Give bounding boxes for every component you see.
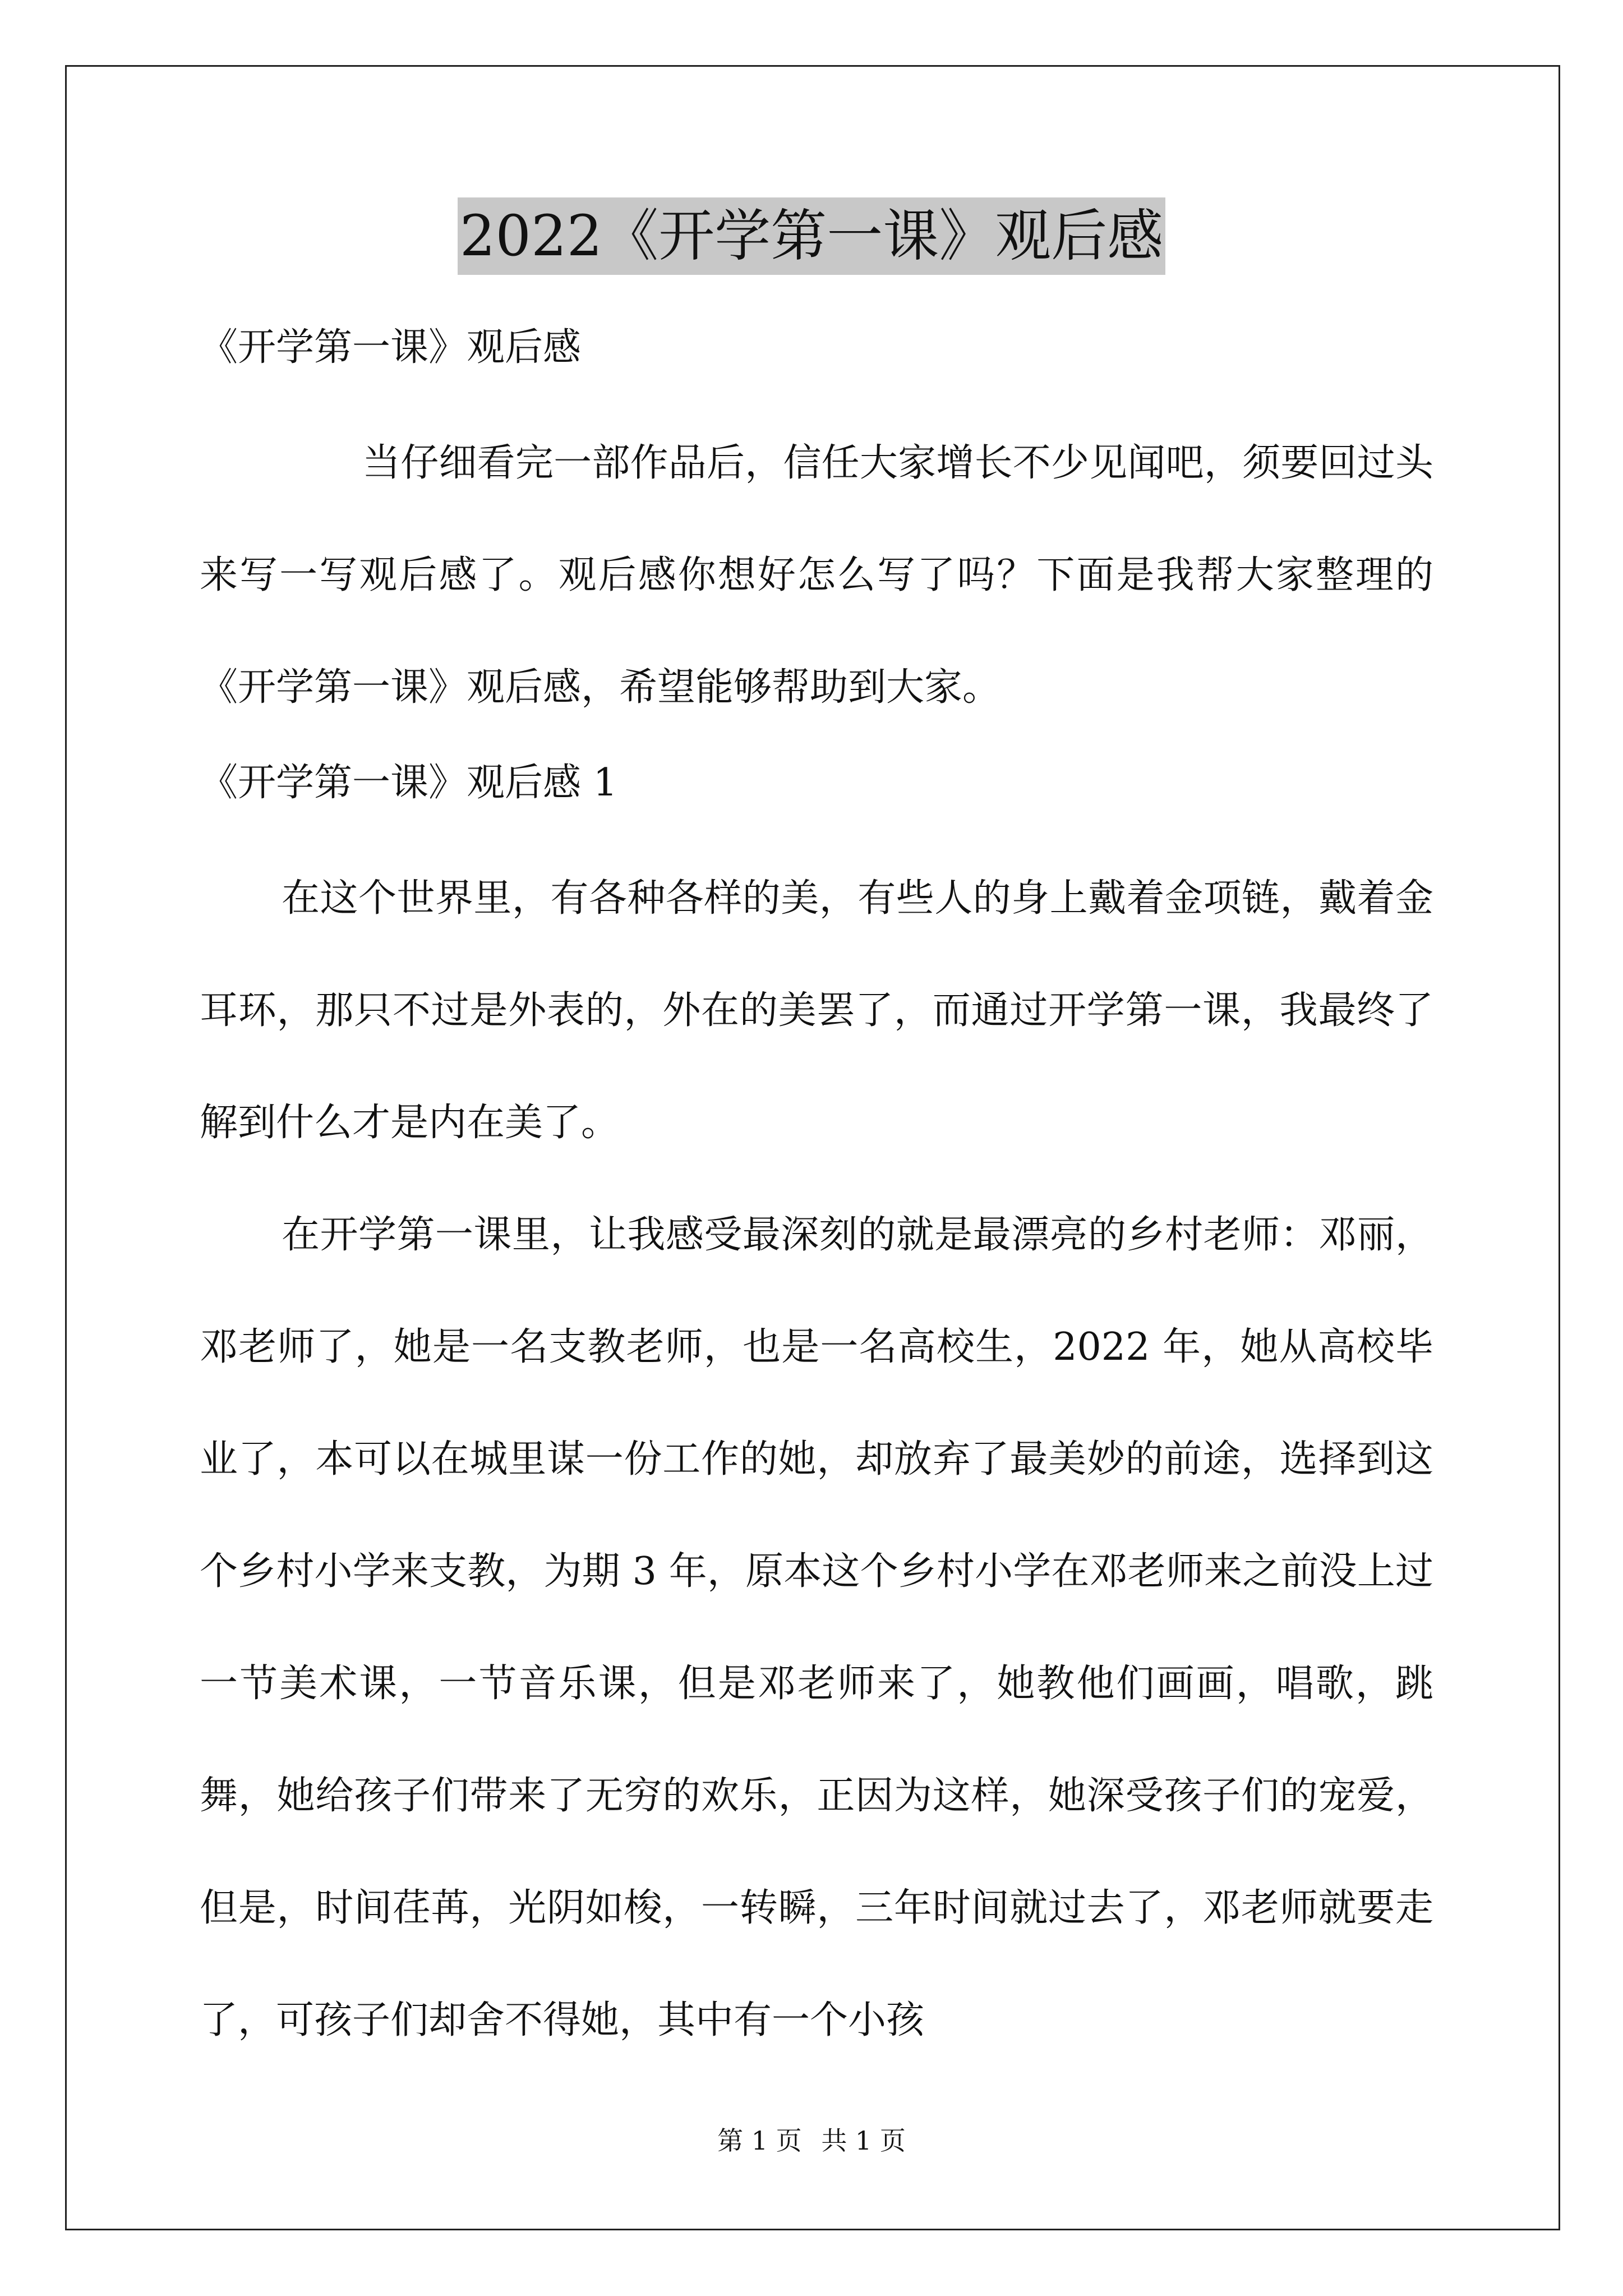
page-number: 第 1 页 [717,2125,802,2156]
main-heading: 《开学第一课》观后感 [200,325,582,370]
spacer [200,744,1433,749]
intro-paragraph: 当仔细看完一部作品后，信任大家增长不少见闻吧，须要回过头来写一写观后感了。观后感你想好怎么写了吗？下面是我帮大家整理的《开学第一课》观后感，希望能够帮助到大家。 [200,441,1433,710]
page-count: 共 1 页 [821,2125,906,2156]
title-container [0,197,1623,275]
section-heading-1: 《开学第一课》观后感 1 [200,761,617,805]
document-body [200,314,1433,2077]
page-footer [0,2124,1623,2157]
body-paragraph-1: 在这个世界里，有各种各样的美，有些人的身上戴着金项链，戴着金耳环，那只不过是外表的，外在的美罢了，而通过开学第一课，我最终了解到什么才是内在美了。 [200,876,1433,1145]
document-title: 2022《开学第一课》观后感 [458,197,1166,275]
body-paragraph-2: 在开学第一课里，让我感受最深刻的就是最漂亮的乡村老师：邓丽，邓老师了，她是一名支教老师，也是一名高校生，2022 年，她从高校毕业了，本可以在城里谋一份工作的她，却放弃了最美妙的前途，选择到这个乡村小学来支教，为期 3 年，原本这个乡村小学在邓老师来之前没上过一节美术课，一节音乐课，但是邓老师来了，她教他们画画，唱歌，跳舞，她给孩子们带来了无穷的欢乐，正因为这样，她深受孩子们的宠爱，但是，时间荏苒，光阴如梭，一转瞬，三年时间就过去了，邓老师就要走了，可孩子们却舍不得她，其中有一个小孩 [200,1213,1433,2042]
